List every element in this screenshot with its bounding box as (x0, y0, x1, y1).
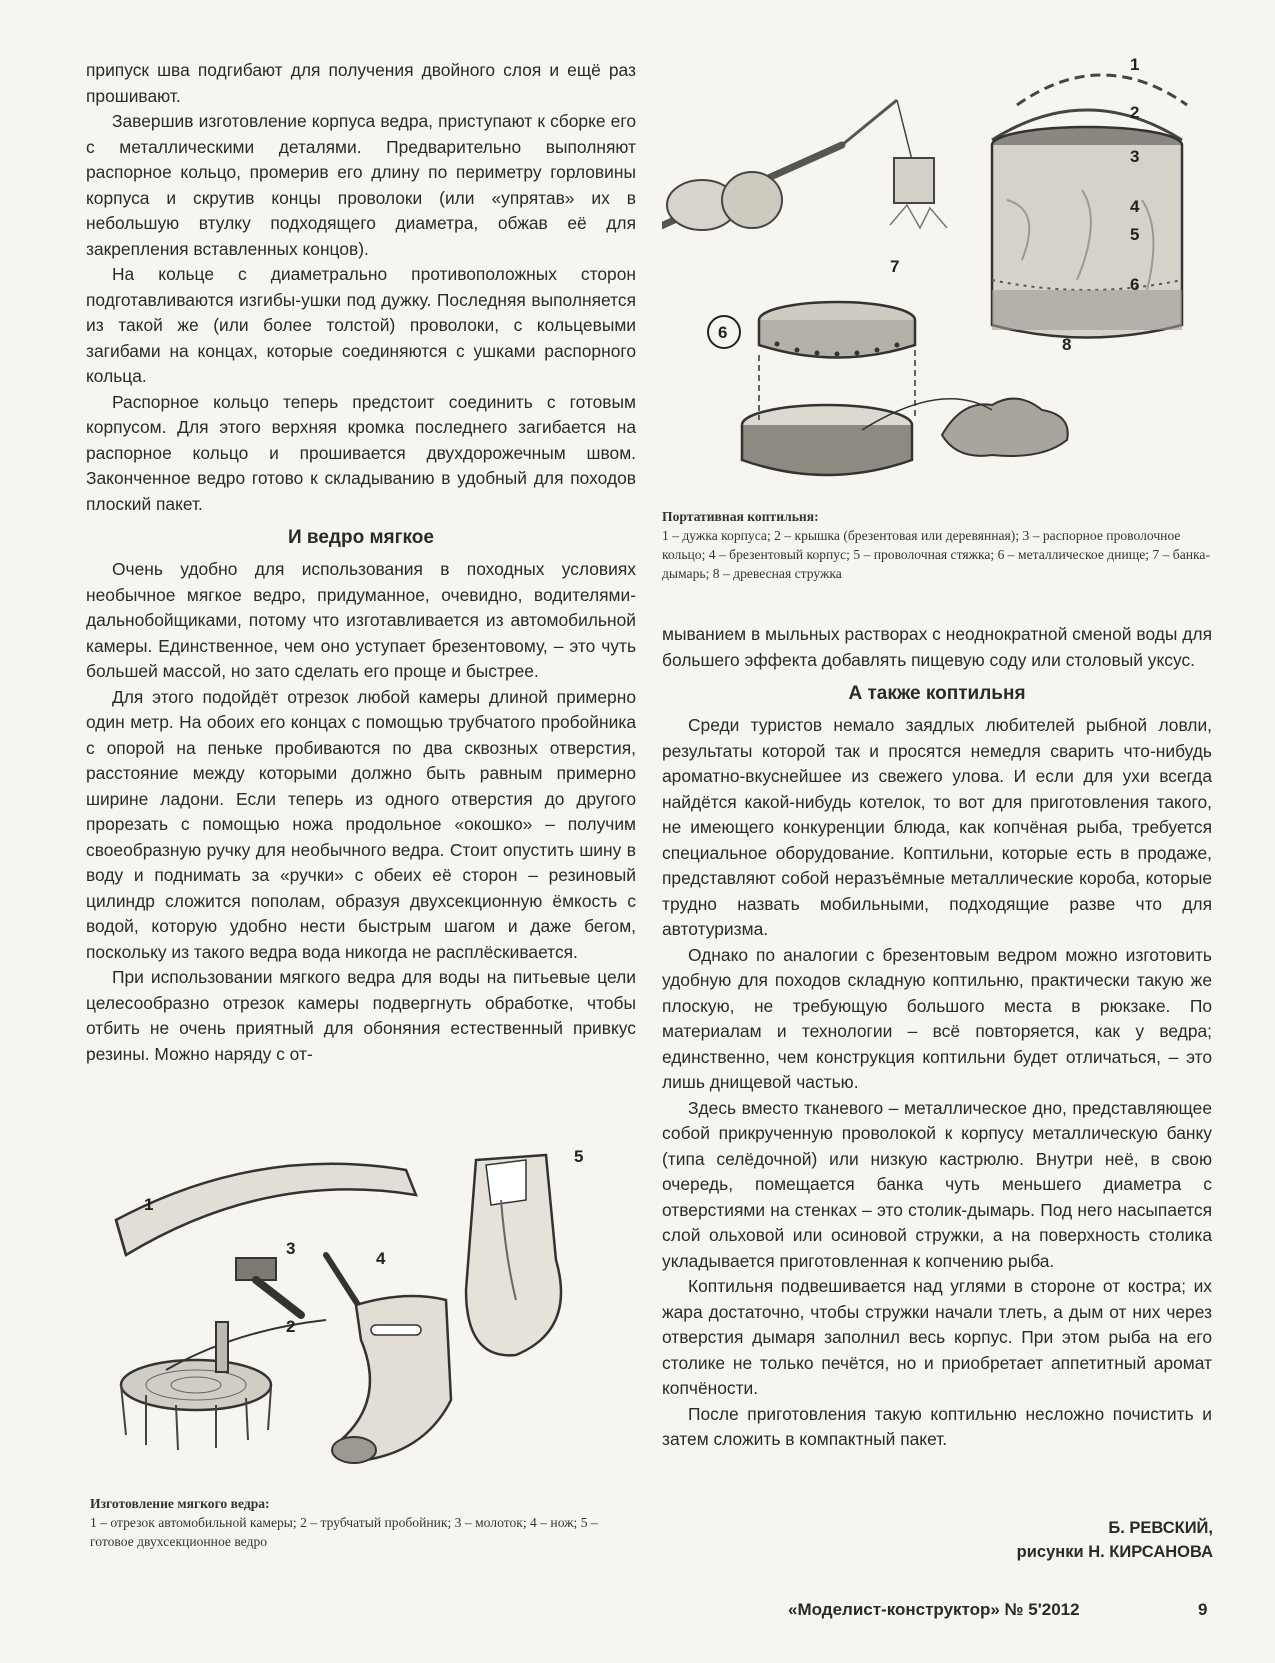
paragraph: При использовании мягкого ведра для воды на питьевые цели целесообразно отрезок камеры подвергнуть обработке, чтобы отбить не очень приятный для обоняния естественный привкус резины. Можно наряду с от- (86, 967, 636, 1064)
smoker-label-4: 4 (1130, 197, 1140, 216)
section-heading-smoker: А также коптильня (848, 683, 1026, 704)
page-number: 9 (1198, 1600, 1208, 1619)
smoker-label-1: 1 (1130, 55, 1140, 74)
smoker-label-5: 5 (1130, 225, 1140, 244)
paragraph: Здесь вместо тканевого – металлическое дно, представляющее собой прикрученную проволокой к корпусу металлическую банку (типа селёдочной) или низкую кастрюлю. Внутри неё, в свою очередь, помещается банка чуть меньшего диаметра с отверстиями на стенках – это столик-дымарь. Под него насыпается слой ольховой или осиновой стружки, а на поверхность столика укладывается приготовленная к копчению рыба. (662, 1097, 1212, 1271)
right-column (662, 622, 1212, 1453)
section-heading-soft-bucket: И ведро мягкое (288, 527, 434, 548)
paragraph: Очень удобно для использования в походных условиях необычное мягкое ведро, придуманное, очевидно, водителями-дальнобойщиками, потому что изготавливается из автомобильной камеры. Единственное, чем оно уступает брезентовому, – это чуть большей массой, но зато сделать его проще и быстрее. (86, 559, 636, 681)
smoker-caption-title: Портативная коптильня: (662, 509, 819, 524)
bucket-label-3: 3 (286, 1239, 296, 1258)
illustrator-name: рисунки Н. КИРСАНОВА (1016, 1543, 1213, 1561)
smoker-label-7: 7 (890, 257, 900, 276)
smoker-caption-text: 1 – дужка корпуса; 2 – крышка (брезентовая или деревянная); 3 – распорное проволочное кольцо; 4 – брезентовый корпус; 5 – проволочная стяжка; 6 – металлическое днище; 7 – банка-дымарь; 8 – древесная стружка (662, 528, 1210, 581)
smoker-illustration (662, 50, 1222, 500)
paragraph: Однако по аналогии с брезентовым ведром можно изготовить удобную для походов складную коптильню, практически такую же плоскую, не требующую большого места в рюкзаке. По материалам и технологии – всё повторяется, как у ведра; единственно, чем конструкция коптильни будет отличаться, – это лишь днищевой частью. (662, 944, 1212, 1092)
paragraph: Для этого подойдёт отрезок любой камеры длиной примерно один метр. На обоих его концах с помощью трубчатого пробойника с опорой на пеньке пробиваются по два сквозных отверстия, расстояние между которыми должно быть равным примерно ширине ладони. Если теперь из одного отверстия до другого прорезать с помощью ножа продольное «окошко» – получим своеобразную ручку для необычного ведра. Стоит опустить шину в воду и поднимать за «ручки» с обеих её сторон – резиновый цилиндр сложится пополам, образуя двухсекционную ёмкость с водой, которую удобно нести быстрым шагом и даже бегом, поскольку из такого ведра вода никогда не расплёскивается. (86, 686, 636, 962)
bucket-label-4: 4 (376, 1249, 386, 1268)
bucket-label-2: 2 (286, 1317, 296, 1336)
author-name: Б. РЕВСКИЙ, (1108, 1519, 1213, 1537)
bucket-label-1: 1 (144, 1195, 154, 1214)
smoker-label-6: 6 (1130, 275, 1140, 294)
bucket-caption-title: Изготовление мягкого ведра: (90, 1496, 270, 1511)
paragraph: Завершив изготовление корпуса ведра, приступают к сборке его с металлическими деталями. Предварительно выполняют распорное кольцо, промерив его длину по периметру горловины корпуса и скрутив концы проволоки (или «упрятав» их в небольшую втулку подходящего диаметра, обжав её для закрепления вставленных концов). (86, 111, 636, 259)
paragraph: Коптильня подвешивается над углями в стороне от костра; их жара достаточно, чтобы стружки начали тлеть, а дым от них через отверстия дымаря заполнил весь корпус. При этом рыба на его столике не только печётся, но и приобретает аппетитный аромат копчёности. (662, 1276, 1212, 1398)
paragraph: мыванием в мыльных растворах с неоднократной сменой воды для большего эффекта добавлять пищевую соду или столовый уксус. (662, 624, 1212, 670)
smoker-circled-label: 6 (718, 323, 728, 342)
paragraph: Распорное кольцо теперь предстоит соединить с готовым корпусом. Для этого верхняя кромка последнего загибается на распорное кольцо и прошивается двухдорожечным швом. Законченное ведро готово к складыванию в удобный для походов плоский пакет. (86, 391, 636, 514)
smoker-label-3: 3 (1130, 147, 1140, 166)
paragraph: После приготовления такую коптильню несложно почистить и затем сложить в компактный пакет. (662, 1403, 1212, 1449)
bucket-caption-text: 1 – отрезок автомобильной камеры; 2 – трубчатый пробойник; 3 – молоток; 4 – нож; 5 – готовое двухсекционное ведро (90, 1515, 598, 1549)
paragraph: припуск шва подгибают для получения двойного слоя и ещё раз прошивают. (86, 60, 636, 106)
soft-bucket-illustration (86, 1140, 646, 1490)
smoker-label-8: 8 (1062, 335, 1072, 354)
bucket-label-5: 5 (574, 1147, 584, 1166)
paragraph: Среди туристов немало заядлых любителей рыбной ловли, результаты которой так и просятся немедля сварить что-нибудь ароматно-вкуснейшее из свежего улова. И если для ухи всегда найдётся какой-нибудь котелок, то вот для приготовления такого, не имеющего конкуренции блюда, как копчёная рыба, требуется специальное оборудование. Коптильни, которые есть в продаже, представляют собой неразъёмные металлические короба, которые трудно назвать мобильными, подходящие разве что для автотуризма. (662, 715, 1212, 939)
journal-name: «Моделист-конструктор» № 5'2012 (788, 1600, 1080, 1619)
paragraph: На кольце с диаметрально противоположных сторон подготавливаются изгибы-ушки под дужку. Последняя выполняется из такой же (или более толстой) проволоки, с кольцевыми загибами на концах, которые соединяются с ушками распорного кольца. (86, 264, 636, 386)
smoker-caption (662, 507, 1222, 583)
left-column (86, 58, 636, 1067)
smoker-label-2: 2 (1130, 103, 1140, 122)
soft-bucket-caption (90, 1494, 640, 1551)
signature (1017, 1516, 1213, 1564)
